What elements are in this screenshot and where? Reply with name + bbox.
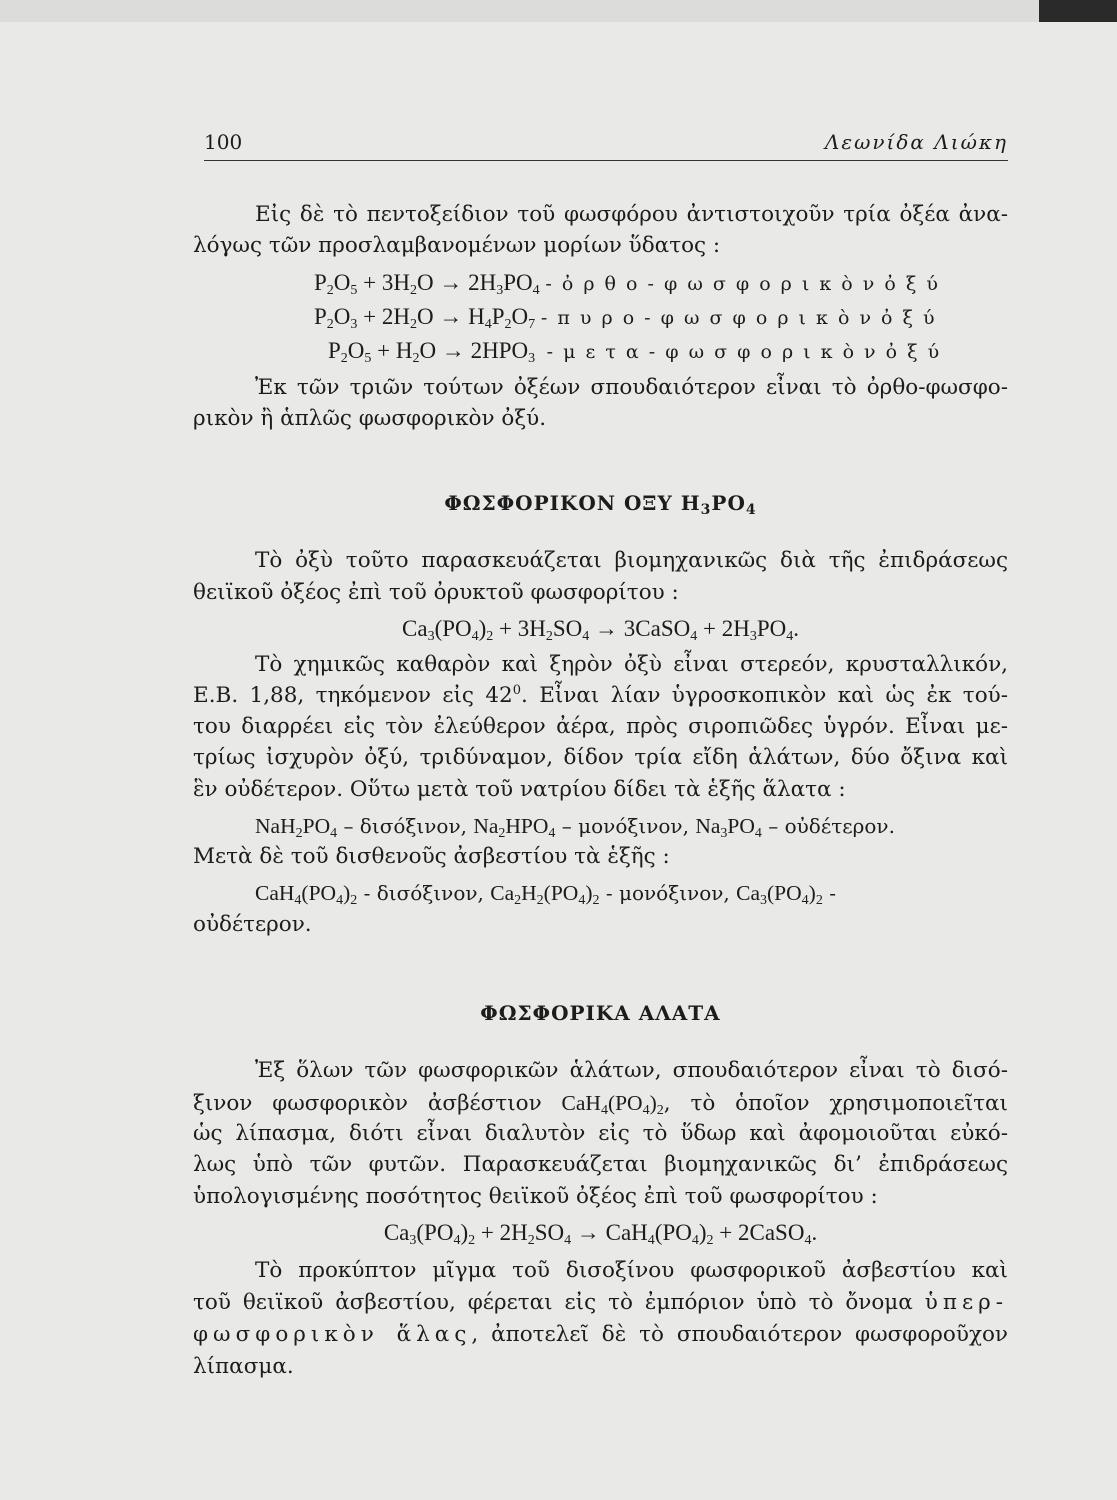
sec2-p2-line1: Τὸ χημικῶς καθαρὸν καὶ ξηρὸν ὀξὺ εἶναι στερεόν, κρυσταλλικόν, <box>255 652 1008 677</box>
heading-phosphate-salts: ΦΩΣΦΟΡΙΚΑ ΑΛΑΤΑ <box>480 1001 721 1025</box>
equation-pyro: $P_2O_3 + 2H_2O \to H_4P_2O_7 - \pi$ υ ρ ο - φ ω σ φ ο ρ ι κ ὸ ν ὀ ξ ύ <box>314 304 937 332</box>
sec3-p1-line2-a: ξινον φωσφορικὸν ἀσβέστιον <box>193 1091 562 1116</box>
sec2-p2-line5: ἓν οὐδέτερον. Οὕτω μετὰ τοῦ νατρίου δίδει τὰ ἑξῆς ἅλατα : <box>193 777 846 802</box>
sec3-p2-line4: λίπασμα. <box>193 1354 294 1379</box>
calcium-salt-dash: - <box>822 881 836 905</box>
degree-mark: 0 <box>512 682 521 698</box>
sec3-p2-line1: Τὸ προκύπτον μῖγμα τοῦ δισοξίνου φωσφορικοῦ ἀσβεστίου καὶ <box>255 1258 1008 1283</box>
calcium-salt-acid2-label: - δισόξινον, <box>357 881 491 905</box>
sodium-salts-line: $NaH_2PO_4$ – δισόξινον, $Na_2HPO_4$ – μονόξινον, $Na_3PO_4$ – οὐδέτερον. <box>255 814 895 841</box>
sec2-p3-line3: οὐδέτερον. <box>193 912 312 937</box>
sec3-p1-line1: Ἐξ ὅλων τῶν φωσφορικῶν ἁλάτων, σπουδαιότερον εἶναι τὸ δισό- <box>255 1058 1008 1083</box>
term-hyper-part1: ὑπερ- <box>924 1290 1008 1315</box>
page-number: 100 <box>204 130 243 154</box>
sec2-p2-line2-b: . Εἶναι λίαν ὑγροσκοπικὸν καὶ ὡς ἐκ τού- <box>521 683 1008 708</box>
sec2-p2-line2 <box>193 681 1008 711</box>
equation-pyro-name: - π υ ρ ο - φ ω σ φ ο ρ ι κ ὸ ν ὀ ξ ύ <box>540 307 937 329</box>
equation-ortho-name: - ὀ ρ θ ο - φ ω σ φ ο ρ ι κ ὸ ν ὀ ξ ύ <box>545 273 940 295</box>
sec3-p2-line3-b: , ἀποτελεῖ δὲ τὸ σπουδαιότερον φωσφοροῦχον <box>471 1322 1008 1347</box>
calcium-salts-line: $CaH_4(PO_4)_2$ - δισόξινον, $Ca_2H_2(PO_4)_2$ - μονόξινον, $Ca_3(PO_4)_2$ - <box>255 881 836 908</box>
sec3-p2-line2-a: τοῦ θειϊκοῦ ἀσβεστίου, φέρεται εἰς τὸ ἐμπόριον ὑπὸ τὸ ὄνομα <box>193 1290 925 1315</box>
equation-ortho: $P_2O_5 + 3H_2O \to 2H_3PO_4$ - ὀ ρ θ ο - φ ω σ φ ο ρ ι κ ὸ ν ὀ ξ ύ <box>314 270 940 298</box>
running-header <box>204 126 1008 161</box>
equation-meta: $P_2O_5 + H_2O \to 2HPO_3 - \mu$ ε τ α - φ ω σ φ ο ρ ι κ ὸ ν ὀ ξ ύ <box>328 338 942 366</box>
running-author: Λεωνίδα Λιώκη <box>824 130 1008 154</box>
sec3-p2-line3 <box>193 1320 1008 1350</box>
sec3-p1-line5: ὑπολογισμένης ποσότητος θειϊκοῦ ὀξέος ἐπὶ τοῦ φωσφορίτου : <box>193 1184 878 1209</box>
heading-phosphoric-acid-text: ΦΩΣΦΟΡΙΚΟΝ ΟΞΥ <box>444 491 673 515</box>
sec3-p1-line2-b: , τὸ ὁποῖον χρησιμοποιεῖται <box>663 1091 1008 1116</box>
sec2-p2-line4: τρίως ἰσχυρὸν ὀξύ, τριδύναμον, δίδον τρία εἴδη ἁλάτων, δύο ὄξινα καὶ <box>193 745 1008 770</box>
sodium-salt-acid2-label: – δισόξινον, <box>337 814 474 838</box>
heading-phosphoric-acid: ΦΩΣΦΟΡΙΚΟΝ ΟΞΥ $H_3PO_4$ <box>444 491 757 518</box>
scan-top-edge <box>0 0 1117 22</box>
sec1-p2-line2: ρικὸν ἢ ἁπλῶς φωσφορικὸν ὀξύ. <box>193 406 547 431</box>
sec2-p3-line1: Μετὰ δὲ τοῦ δισθενοῦς ἀσβεστίου τὰ ἑξῆς : <box>193 844 670 869</box>
sec3-p1-line3: ὡς λίπασμα, διότι εἶναι διαλυτὸν εἰς τὸ ὕδωρ καὶ ἀφομοιοῦται εὐκό- <box>193 1121 1008 1146</box>
sec2-p1-line2: θειϊκοῦ ὀξέος ἐπὶ τοῦ ὀρυκτοῦ φωσφορίτου : <box>193 580 679 605</box>
book-page <box>0 22 1117 1500</box>
sec3-p1-line4: λως ὑπὸ τῶν φυτῶν. Παρασκευάζεται βιομηχανικῶς δι’ ἐπιδράσεως <box>193 1152 1008 1177</box>
term-hyper-part2: φωσφορικὸν ἅλας <box>193 1322 472 1347</box>
sodium-salt-neutral-label: – οὐδέτερον. <box>761 814 895 838</box>
sec3-p1-line2 <box>193 1088 1008 1119</box>
equation-superphosphate: $Ca_3(PO_4)_2 + 2H_2SO_4 \to CaH_4(PO_4)_2$ + 2CaSO$_4$. <box>383 1220 818 1248</box>
equation-meta-name: - μ ε τ α - φ ω σ φ ο ρ ι κ ὸ ν ὀ ξ ύ <box>546 341 942 363</box>
equation-phosphorite-acid: $Ca_3(PO_4)_2 + 3H_2SO_4$ → 3CaSO$_4$ + $2H_3PO_4$. <box>402 616 799 644</box>
sec3-p2-line2 <box>193 1288 1008 1318</box>
sec1-p2-line1: Ἐκ τῶν τριῶν τούτων ὀξέων σπουδαιότερον εἶναι τὸ ὀρθο-φωσφο- <box>255 375 1008 400</box>
sodium-salt-acid1-label: – μονόξινον, <box>555 814 696 838</box>
formula-cah4po4-2: $CaH_4(PO_4)_2$ <box>561 1091 664 1118</box>
sec2-p1-line1: Τὸ ὀξὺ τοῦτο παρασκευάζεται βιομηχανικῶς διὰ τῆς ἐπιδράσεως <box>255 548 1008 573</box>
calcium-salt-acid1-label: - μονόξινον, <box>599 881 737 905</box>
sec2-p2-line3: του διαρρέει εἰς τὸν ἐλεύθερον ἀέρα, πρὸς σιροπιῶδες ὑγρόν. Εἶναι με- <box>193 714 1008 739</box>
sec1-p1-line1: Εἰς δὲ τὸ πεντοξείδιον τοῦ φωσφόρου ἀντιστοιχοῦν τρία ὀξέα ἀνα- <box>255 202 1008 227</box>
sec1-p1-line2: λόγως τῶν προσλαμβανομένων μορίων ὕδατος : <box>193 233 721 258</box>
sec2-p2-line2-a: Ε.Β. 1,88, τηκόμενον εἰς 42 <box>193 683 513 708</box>
